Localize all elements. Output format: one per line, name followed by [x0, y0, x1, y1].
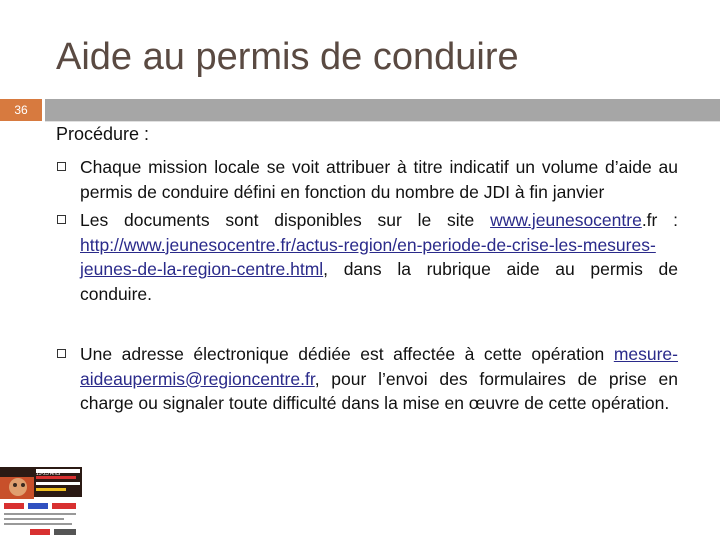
- poster-thumbnail: [0, 467, 82, 540]
- poster-image: [0, 467, 82, 540]
- square-bullet-icon: [57, 349, 66, 358]
- email-link[interactable]: mesure-aideaupermis@regioncentre.fr: [80, 344, 678, 389]
- bullet-text-after: , pour l’envoi des formulaires de prise en charge ou signaler toute difficulté dans la mise en œuvre de cette opération.: [80, 368, 678, 413]
- bullet-text-before: Une adresse électronique dédiée est affectée à cette opération: [80, 344, 614, 364]
- bullet-text-mid: .fr :: [641, 210, 679, 230]
- poster-caption: 15-25 ANS: [36, 471, 61, 477]
- bullet-text-before: Les documents sont disponibles sur le site: [80, 210, 491, 230]
- bullet-email: [56, 342, 678, 416]
- bullet-text: Chaque mission locale se voit attribuer à titre indicatif un volume d’aide au permis de conduire défini en fonction du nombre de JDI à fin janvier: [80, 157, 678, 202]
- title-band: [45, 99, 720, 121]
- band-divider: [45, 121, 720, 122]
- square-bullet-icon: [57, 162, 66, 171]
- article-link[interactable]: http://www.jeunesocentre.fr/actus-region/en-periode-de-crise-les-mesures-jeunes-de-la-region-centre.html: [80, 234, 656, 279]
- site-link[interactable]: www.jeunesocentre: [490, 210, 642, 230]
- slide-number: 36: [0, 99, 42, 121]
- slide-title: Aide au permis de conduire: [56, 36, 519, 78]
- slide-body: [56, 124, 678, 416]
- square-bullet-icon: [57, 215, 66, 224]
- procedure-heading: Procédure :: [56, 124, 150, 144]
- bullet-text-after: , dans la rubrique aide au permis de conduire.: [80, 259, 678, 304]
- bullet-documents: [56, 208, 678, 306]
- bullet-volume: [56, 155, 678, 204]
